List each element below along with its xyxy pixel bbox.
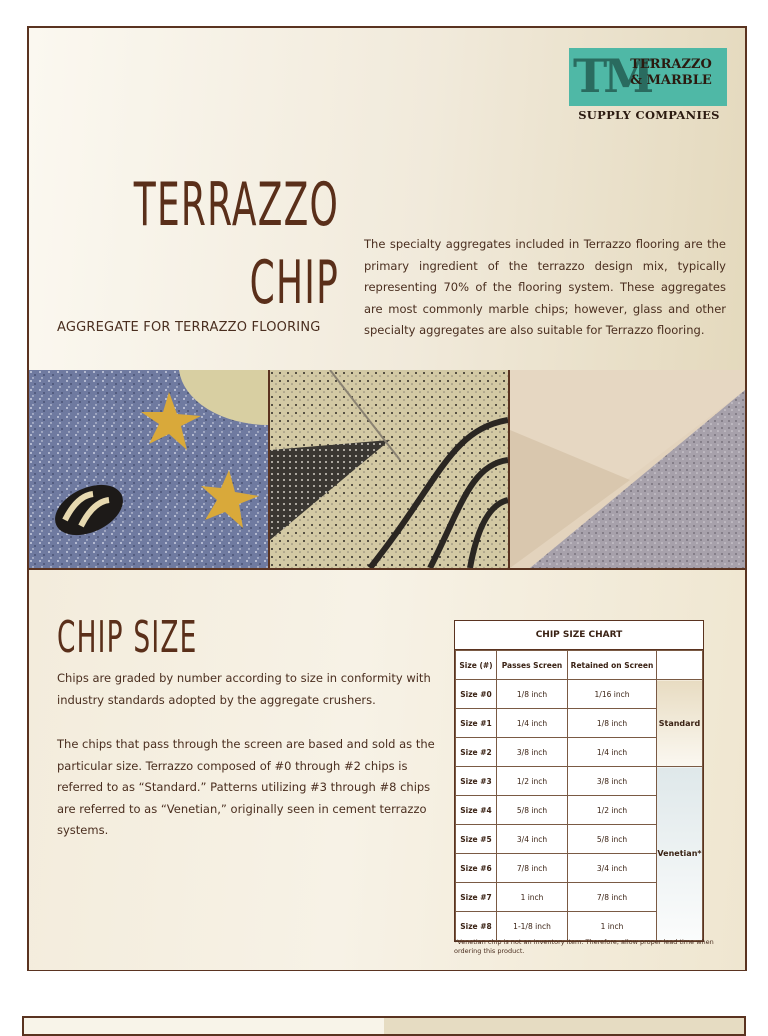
cell-size: Size #8 <box>456 912 497 941</box>
cell-retained: 7/8 inch <box>568 883 657 912</box>
logo-line-2: & MARBLE <box>630 73 712 88</box>
chip-size-heading: CHIP SIZE <box>57 612 198 663</box>
chip-size-paragraph-1: Chips are graded by number according to size in conformity with industry standards adopted by the aggregate crushers. <box>57 671 431 707</box>
cell-retained: 3/8 inch <box>568 767 657 796</box>
cell-passes: 1-1/8 inch <box>497 912 568 941</box>
chip-size-section <box>29 570 745 970</box>
cell-passes: 3/4 inch <box>497 825 568 854</box>
cell-retained: 1/2 inch <box>568 796 657 825</box>
cell-passes: 7/8 inch <box>497 854 568 883</box>
header-group <box>657 651 703 680</box>
cell-size: Size #1 <box>456 709 497 738</box>
cell-retained: 3/4 inch <box>568 854 657 883</box>
cell-size: Size #3 <box>456 767 497 796</box>
header-size: Size (#) <box>456 651 497 680</box>
cell-passes: 1 inch <box>497 883 568 912</box>
chip-size-chart <box>454 620 704 942</box>
cell-retained: 1/16 inch <box>568 680 657 709</box>
cell-retained: 5/8 inch <box>568 825 657 854</box>
terrazzo-wave-illustration <box>270 370 508 568</box>
header-passes: Passes Screen <box>497 651 568 680</box>
cell-size: Size #4 <box>456 796 497 825</box>
company-logo <box>569 48 729 128</box>
logo-name <box>619 57 723 89</box>
group-venetian: Venetian* <box>657 767 703 941</box>
cell-size: Size #5 <box>456 825 497 854</box>
table-header-row <box>456 651 703 680</box>
title-line-2: CHIP <box>249 248 339 318</box>
cell-passes: 1/4 inch <box>497 709 568 738</box>
table-row <box>456 767 703 796</box>
logo-subline: SUPPLY COMPANIES <box>578 108 720 122</box>
title-line-1: TERRAZZO <box>133 170 339 240</box>
header-retained: Retained on Screen <box>568 651 657 680</box>
brochure-page <box>27 26 747 971</box>
page-title <box>134 166 339 322</box>
cell-passes: 3/8 inch <box>497 738 568 767</box>
page-subtitle: AGGREGATE FOR TERRAZZO FLOORING <box>57 320 321 335</box>
logo-monogram: TM <box>573 49 651 103</box>
chip-size-table <box>455 650 703 941</box>
table-footnote: *Venetian chip is not an inventory item. Therefore, allow proper lead time when ordering this product. <box>454 938 714 955</box>
photo-terrazzo-floor <box>510 370 745 568</box>
photo-strip <box>29 370 745 570</box>
cell-retained: 1/4 inch <box>568 738 657 767</box>
header-section <box>29 28 745 372</box>
terrazzo-floor-illustration <box>510 370 745 568</box>
cell-retained: 1 inch <box>568 912 657 941</box>
cell-size: Size #0 <box>456 680 497 709</box>
cell-passes: 1/8 inch <box>497 680 568 709</box>
cell-retained: 1/8 inch <box>568 709 657 738</box>
intro-paragraph: The specialty aggregates included in Terrazzo flooring are the primary ingredient of the terrazzo design mix, typically representing 70% of the flooring system. These aggregates are most commonly marble chips; however, glass and other specialty aggregates are also suitable for Terrazzo flooring. <box>364 237 726 337</box>
cell-size: Size #2 <box>456 738 497 767</box>
photo-terrazzo-wave <box>270 370 510 568</box>
photo-terrazzo-stars-bee <box>29 370 270 568</box>
chart-title: CHIP SIZE CHART <box>455 621 703 650</box>
cell-size: Size #6 <box>456 854 497 883</box>
chip-size-paragraph-2: The chips that pass through the screen are based and sold as the particular size. Terrazzo composed of #0 through #2 chips is referred to as “Standard.” Patterns utilizing #3 through #8 chips are referred to as “Venetian,” originally seen in cement terrazzo systems. <box>57 737 435 837</box>
next-page-edge <box>22 1016 746 1036</box>
cell-passes: 1/2 inch <box>497 767 568 796</box>
table-row <box>456 680 703 709</box>
logo-line-1: TERRAZZO <box>630 57 712 72</box>
logo-badge <box>569 48 727 106</box>
terrazzo-stars-illustration <box>29 370 268 568</box>
cell-passes: 5/8 inch <box>497 796 568 825</box>
cell-size: Size #7 <box>456 883 497 912</box>
group-standard: Standard <box>657 680 703 767</box>
